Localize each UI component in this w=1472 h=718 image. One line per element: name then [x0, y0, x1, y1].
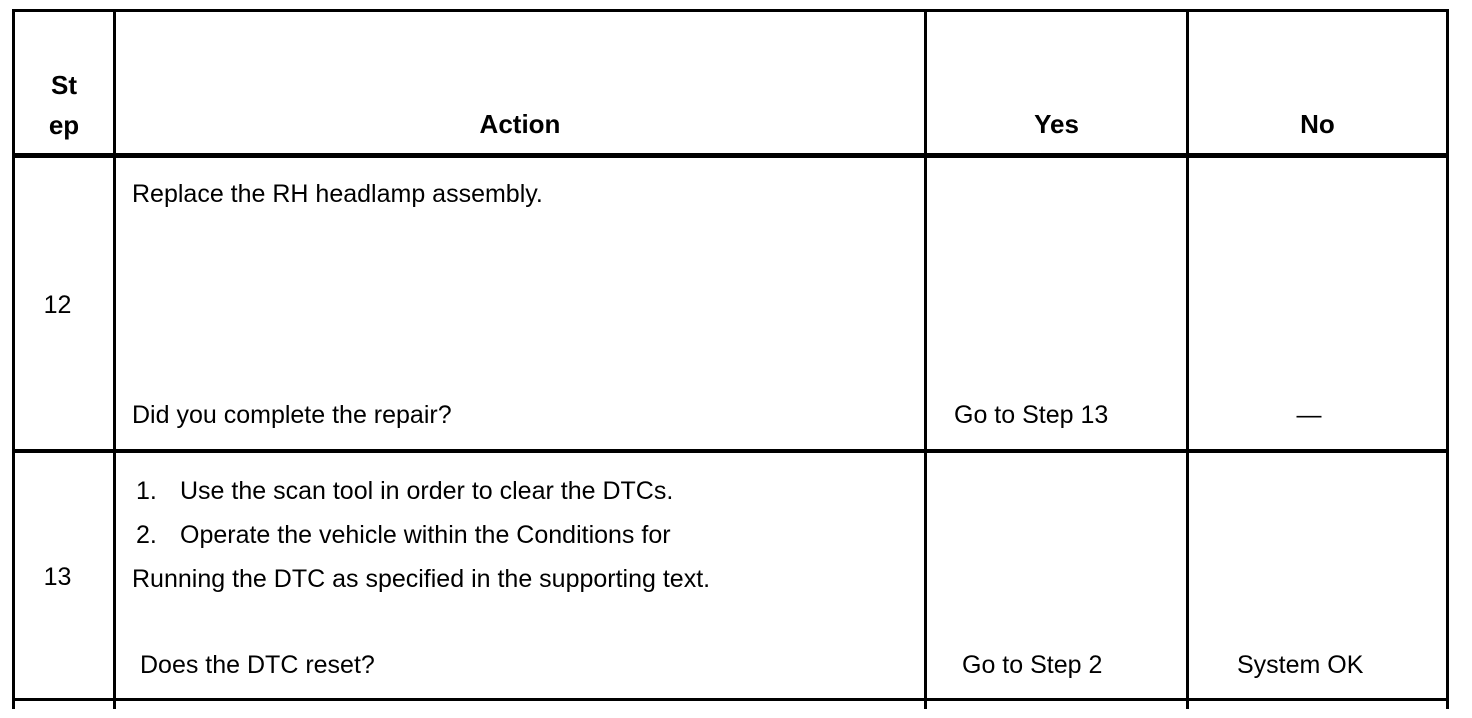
table-top-border [12, 9, 1449, 12]
row-12-action-line: Replace the RH headlamp assembly. [132, 180, 543, 208]
row-13-item-2-num: 2. [136, 521, 157, 549]
header-step-line2: ep [48, 110, 80, 140]
row-12-step: 12 [43, 291, 72, 319]
row-13-item-1-text: Use the scan tool in order to clear the DTCs. [180, 477, 674, 505]
row-12-bottom-border [12, 449, 1449, 453]
row-13-step: 13 [43, 563, 72, 591]
header-action: Action [479, 109, 561, 139]
row-13-yes: Go to Step 2 [962, 651, 1103, 679]
row-12-no: — [1296, 401, 1322, 429]
row-13-question: Does the DTC reset? [140, 651, 375, 679]
table-right-border [1446, 9, 1449, 709]
row-13-item-2-text: Operate the vehicle within the Conditions for [180, 521, 671, 549]
table-bottom-border [12, 698, 1449, 701]
header-yes: Yes [1034, 109, 1079, 139]
header-step-line1: St [51, 70, 77, 100]
header-bottom-border [12, 153, 1449, 158]
row-13-continuation: Running the DTC as specified in the supporting text. [132, 565, 711, 593]
row-13-no: System OK [1237, 651, 1364, 679]
row-12-question: Did you complete the repair? [132, 401, 452, 429]
row-12-yes: Go to Step 13 [954, 401, 1109, 429]
header-no: No [1300, 109, 1335, 139]
row-13-item-1-num: 1. [136, 477, 157, 505]
